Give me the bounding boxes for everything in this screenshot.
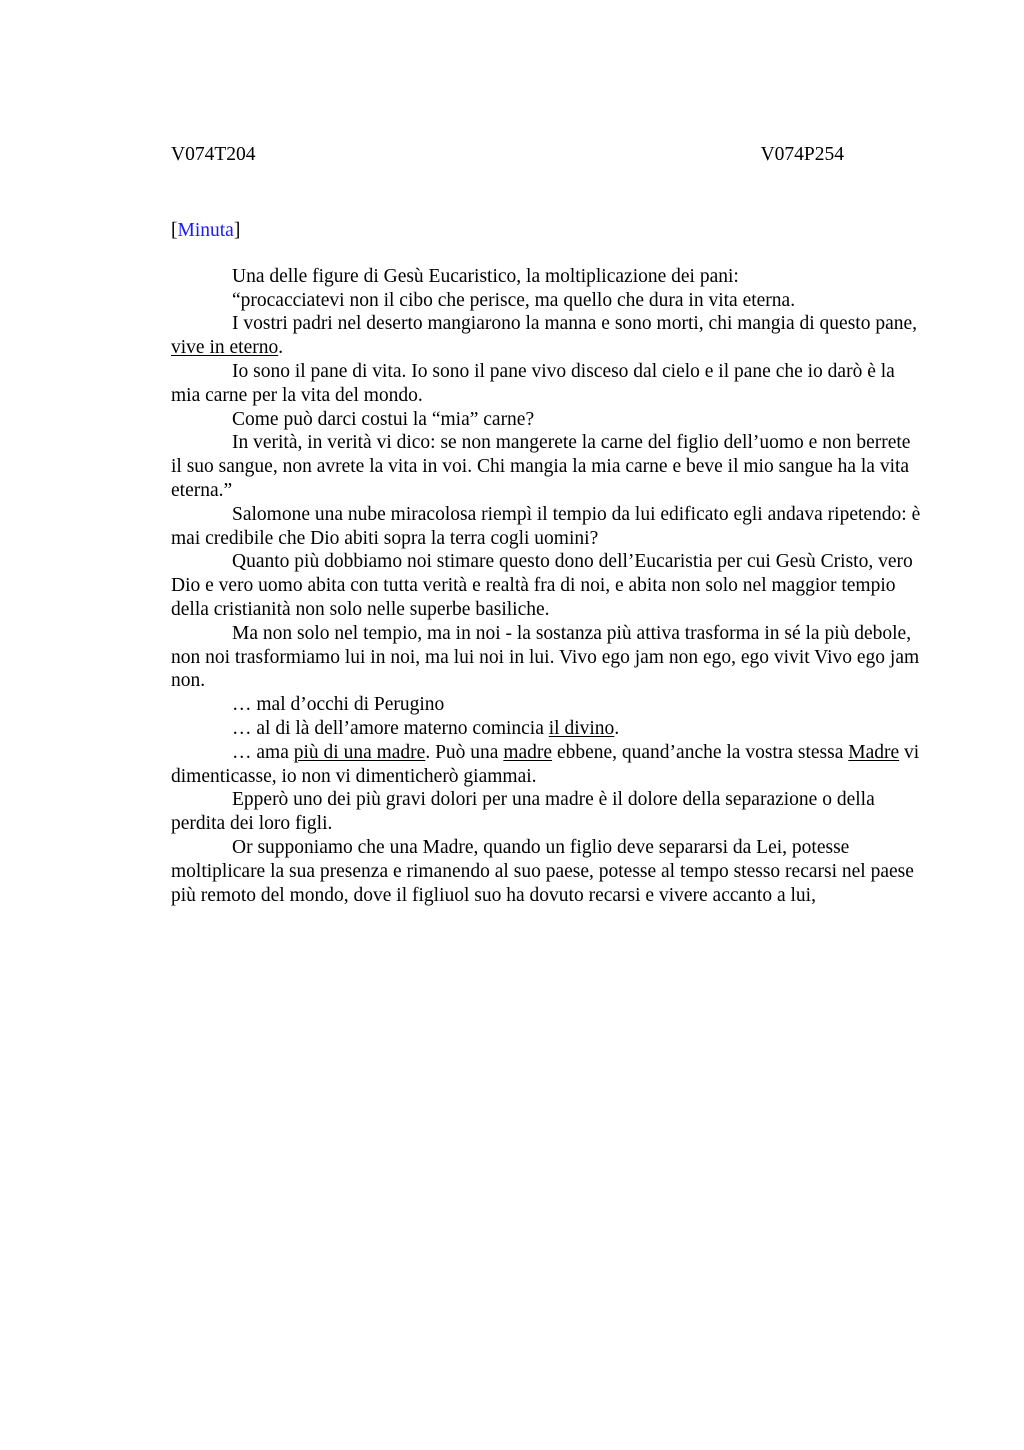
paragraph-text: Ma non solo nel tempio, ma in noi - la sostanza più attiva trasforma in sé la più debole, non noi trasformiamo lui in noi, ma lui noi in lui. Vivo ego jam non ego, ego vivit Vivo ego jam non. xyxy=(171,622,920,692)
minuta-label xyxy=(171,219,921,243)
paragraph xyxy=(171,360,921,408)
paragraph-text: . xyxy=(278,337,284,359)
paragraph xyxy=(171,408,921,432)
paragraph xyxy=(171,741,921,789)
paragraph-text: . Può una xyxy=(425,741,504,763)
paragraph-text: “procacciatevi non il cibo che perisce, ma quello che dura in vita eterna. xyxy=(232,289,796,311)
paragraph-text: ebbene, quand’anche la vostra stessa xyxy=(552,741,849,763)
paragraph-text: … al di là dell’amore materno comincia xyxy=(232,717,549,739)
paragraph-text: Come può darci costui la “mia” carne? xyxy=(232,408,535,430)
document-header xyxy=(171,143,844,173)
minuta-link[interactable]: Minuta xyxy=(177,220,234,241)
paragraph-text: Or supponiamo che una Madre, quando un figlio deve separarsi da Lei, potesse moltiplicare la sua presenza e rimanendo al suo paese, potesse al tempo stesso recarsi nel paese più remoto del mondo, dove il figliuol suo ha dovuto recarsi e vivere accanto a lui, xyxy=(171,836,914,906)
paragraph-text: … ama xyxy=(232,741,294,763)
paragraph-text: . xyxy=(614,717,620,739)
paragraph-text: Salomone una nube miracolosa riempì il tempio da lui edificato egli andava ripetendo: è mai credibile che Dio abiti sopra la terra cogli uomini? xyxy=(171,503,921,549)
paragraph xyxy=(171,265,921,289)
paragraph-text: Quanto più dobbiamo noi stimare questo dono dell’Eucaristia per cui Gesù Cristo, vero Dio e vero uomo abita con tutta verità e realtà fra di noi, e abita non solo nel maggior tempio della cristianità non solo nelle superbe basiliche. xyxy=(171,551,913,620)
paragraph xyxy=(171,622,921,693)
paragraph xyxy=(171,431,921,502)
paragraph-text: I vostri padri nel deserto mangiarono la manna e sono morti, chi mangia di questo pane, xyxy=(232,313,918,335)
header-right-code: V074P254 xyxy=(760,144,844,165)
paragraph xyxy=(171,717,921,741)
underlined-text: più di una madre xyxy=(293,741,426,763)
underlined-text: madre xyxy=(503,741,553,763)
paragraph-text: In verità, in verità vi dico: se non mangerete la carne del figlio dell’uomo e non berrete il suo sangue, non avrete la vita in voi. Chi mangia la mia carne e beve il mio sangue ha la vita eterna.” xyxy=(171,432,911,501)
paragraph-text: Io sono il pane di vita. Io sono il pane vivo disceso dal cielo e il pane che io darò è la mia carne per la vita del mondo. xyxy=(171,360,895,406)
page-content xyxy=(171,143,921,907)
header-left-code: V074T204 xyxy=(171,144,256,165)
paragraph xyxy=(171,289,921,313)
underlined-text: Madre xyxy=(848,741,900,763)
paragraph xyxy=(171,312,921,360)
body-text xyxy=(171,265,921,908)
paragraph xyxy=(171,788,921,836)
paragraph-text: vi dimenticasse, io non vi dimenticherò giammai. xyxy=(171,741,920,787)
underlined-text: vive in eterno xyxy=(171,337,279,359)
label-close-bracket: ] xyxy=(233,220,241,241)
paragraph xyxy=(171,693,921,717)
paragraph xyxy=(171,836,921,907)
label-open-bracket: [ xyxy=(171,220,178,241)
paragraph-text: Una delle figure di Gesù Eucaristico, la moltiplicazione dei pani: xyxy=(232,265,739,287)
paragraph xyxy=(171,550,921,621)
paragraph-text: … mal d’occhi di Perugino xyxy=(232,694,445,716)
paragraph xyxy=(171,503,921,551)
underlined-text: il divino xyxy=(548,717,615,739)
paragraph-text: Epperò uno dei più gravi dolori per una madre è il dolore della separazione o della perdita dei loro figli. xyxy=(171,789,875,835)
